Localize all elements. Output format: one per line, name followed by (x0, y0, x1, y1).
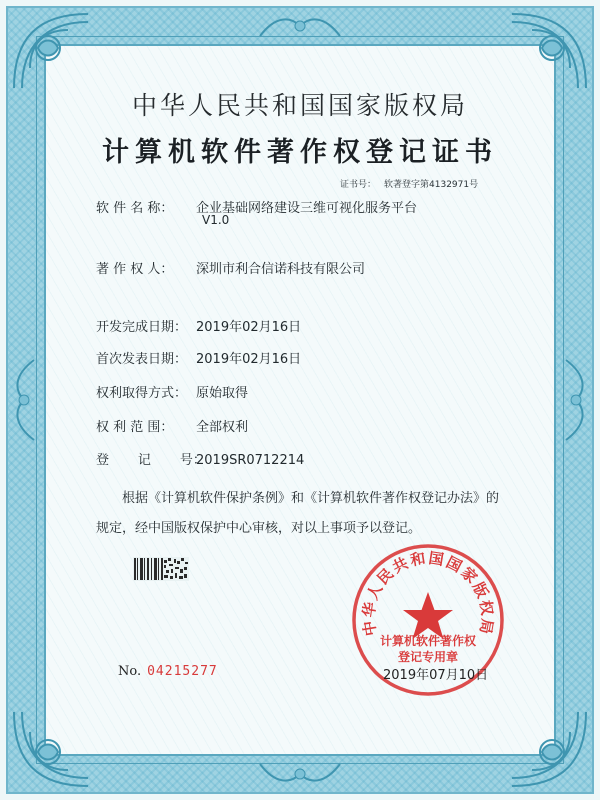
corner-ornament-icon (8, 706, 94, 792)
certificate-title: 计算机软件著作权登记证书 (102, 137, 498, 168)
scope-row (96, 416, 248, 435)
serial-number-label: No. (118, 664, 142, 679)
publish-date-label: 首次发表日期： (96, 352, 188, 367)
seal-line-1: 计算机软件著作权 (379, 634, 476, 648)
issuing-authority: 中华人民共和国国家版权局 (131, 91, 468, 120)
seal-ring-text: 中华人民共和国国家版权局 (359, 548, 497, 638)
serial-number (118, 664, 218, 679)
top-ornament-icon (255, 12, 345, 40)
serial-number-value: 04215277 (147, 664, 218, 679)
acquire-row (96, 382, 248, 401)
certificate-number-label: 证书号： (340, 180, 377, 190)
issue-date: 2019年07月10日 (383, 668, 489, 683)
software-version: V1.0 (202, 213, 230, 227)
corner-ornament-icon (506, 706, 592, 792)
owner-value: 深圳市利合信诺科技有限公司 (196, 262, 366, 277)
seal-line-2: 登记专用章 (397, 650, 458, 664)
right-ornament-icon (562, 355, 590, 445)
dev-date-label: 开发完成日期： (96, 320, 188, 335)
owner-label: 著 作 权 人： (96, 262, 174, 277)
corner-ornament-icon (506, 8, 592, 94)
software-name-row (96, 197, 417, 216)
registration-row (96, 449, 304, 468)
barcode-icon (133, 557, 189, 581)
registration-label: 登 记 号： (96, 453, 206, 468)
certificate-number (340, 177, 478, 190)
bottom-ornament-icon (255, 760, 345, 788)
acquire-label: 权利取得方式： (96, 386, 188, 401)
dev-date-value: 2019年02月16日 (196, 320, 302, 335)
dev-date-row (96, 316, 301, 335)
scope-value: 全部权利 (196, 420, 249, 435)
certificate-number-value: 软著登字第4132971号 (384, 180, 479, 190)
publish-date-value: 2019年02月16日 (196, 352, 302, 367)
software-name-value: 企业基础网络建设三维可视化服务平台 (196, 201, 418, 216)
acquire-value: 原始取得 (196, 386, 249, 401)
registration-value: 2019SR0712214 (196, 453, 305, 468)
statement-line-2: 规定，经中国版权保护中心审核，对以上事项予以登记。 (96, 521, 422, 536)
software-name-label: 软 件 名 称： (96, 201, 174, 216)
statement-line-1: 根据《计算机软件保护条例》和《计算机软件著作权登记办法》的 (122, 491, 500, 506)
publish-date-row (96, 348, 301, 367)
owner-row (96, 258, 365, 277)
corner-ornament-icon (8, 8, 94, 94)
scope-label: 权 利 范 围： (96, 420, 174, 435)
left-ornament-icon (10, 355, 38, 445)
